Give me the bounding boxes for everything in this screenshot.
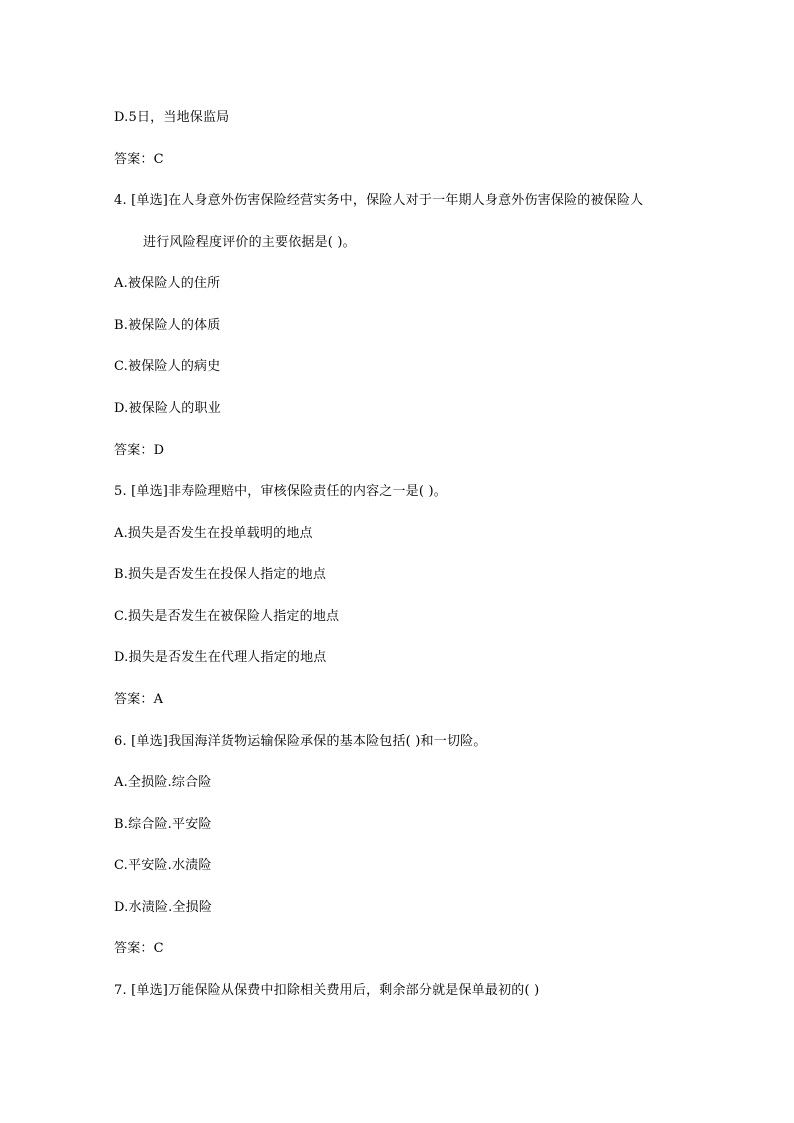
question-7: 7. [单选]万能保险从保费中扣除相关费用后，剩余部分就是保单最初的( ) (114, 983, 540, 998)
option-b-q4: B.被保险人的体质 (114, 318, 221, 333)
answer-q5: 答案：A (114, 692, 164, 707)
option-d-q6: D.水渍险.全损险 (114, 900, 213, 915)
option-c-q4: C.被保险人的病史 (114, 359, 221, 374)
question-6: 6. [单选]我国海洋货物运输保险承保的基本险包括( )和一切险。 (114, 734, 487, 749)
option-d-q5: D.损失是否发生在代理人指定的地点 (114, 650, 327, 665)
answer-q6: 答案：C (114, 941, 164, 956)
question-4-continuation: 进行风险程度评价的主要依据是( )。 (143, 235, 356, 250)
option-a-q5: A.损失是否发生在投单载明的地点 (114, 526, 313, 541)
answer-q3: 答案：C (114, 152, 164, 167)
option-b-q5: B.损失是否发生在投保人指定的地点 (114, 567, 327, 582)
option-a-q6: A.全损险.综合险 (114, 775, 212, 790)
question-4: 4. [单选]在人身意外伤害保险经营实务中，保险人对于一年期人身意外伤害保险的被保险人 (114, 193, 644, 208)
option-c-q6: C.平安险.水渍险 (114, 858, 212, 873)
answer-q4: 答案：D (114, 443, 165, 458)
question-5: 5. [单选]非寿险理赔中，审核保险责任的内容之一是( )。 (114, 484, 447, 499)
option-c-q5: C.损失是否发生在被保险人指定的地点 (114, 609, 340, 624)
option-a-q4: A.被保险人的住所 (114, 276, 221, 291)
option-d-q4: D.被保险人的职业 (114, 401, 221, 416)
option-b-q6: B.综合险.平安险 (114, 817, 212, 832)
option-d-q3: D.5日，当地保监局 (114, 110, 230, 125)
